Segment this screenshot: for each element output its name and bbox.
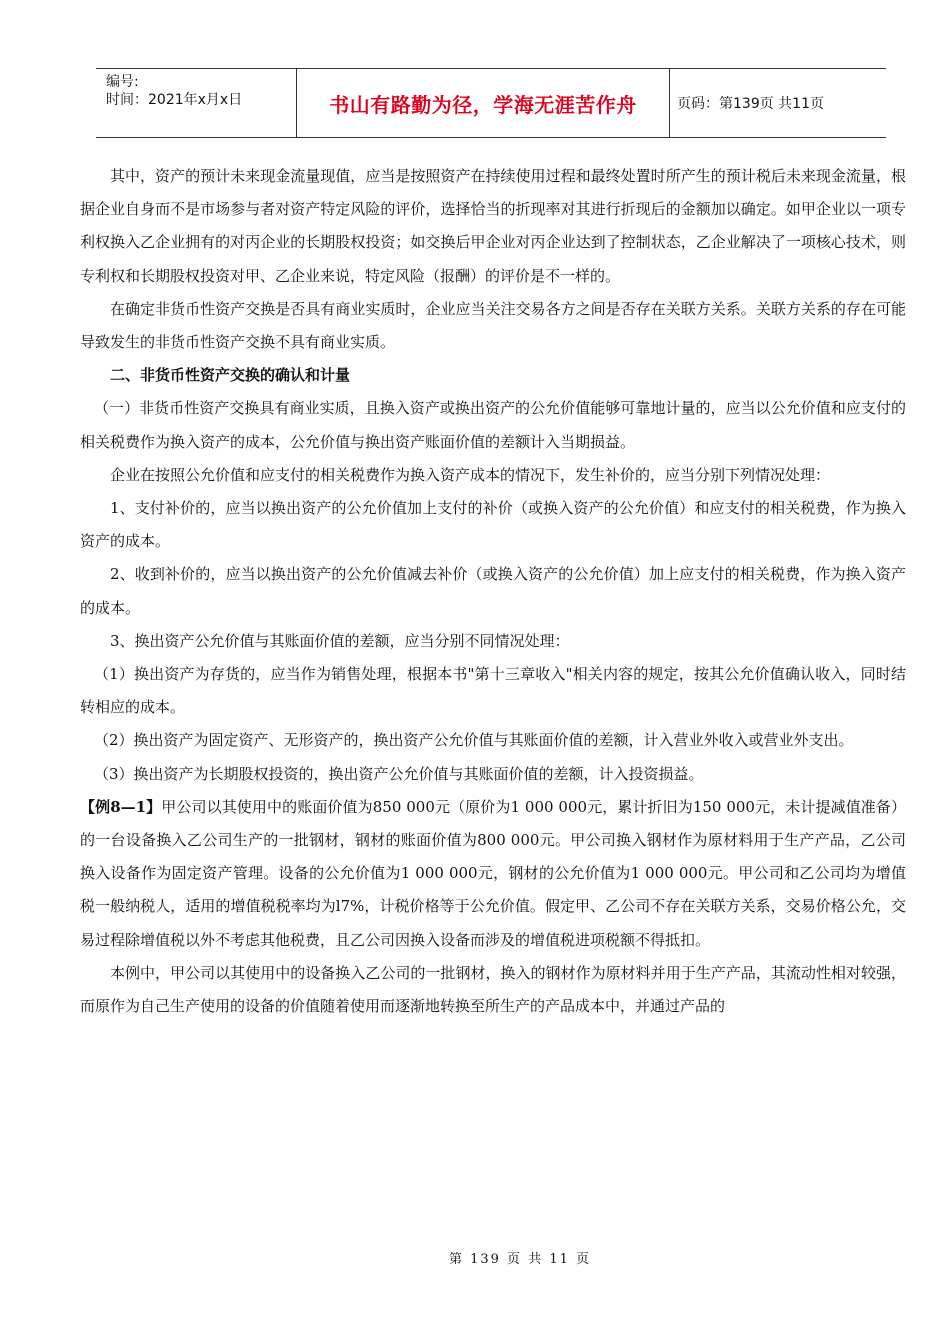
paragraph: 企业在按照公允价值和应支付的相关税费作为换入资产成本的情况下，发生补价的，应当分别下列情况处理： <box>110 465 831 484</box>
document-body <box>80 160 906 1023</box>
paragraph: 其中，资产的预计未来现金流量现值，应当是按照资产在持续使用过程和最终处置时所产生的预计税后未来现金流量，根据企业自身而不是市场参与者对资产特定风险的评价，选择恰当的折现率对其进行折现后的金额加以确定。如甲企业以一项专利权换入乙企业拥有的对丙企业的长期股权投资；如交换后甲企业对丙企业达到了控制状态，乙企业解决了一项核心技术，则专利权和长期股权投资对甲、乙企业来说，特定风险（报酬）的评价是不一样的。 <box>80 167 906 285</box>
paragraph: 2、收到补价的，应当以换出资产的公允价值减去补价（或换入资产的公允价值）加上应支付的相关税费，作为换入资产的成本。 <box>80 565 906 617</box>
paragraph: 3、换出资产公允价值与其账面价值的差额，应当分别不同情况处理： <box>110 631 570 650</box>
document-number-label: 编号: <box>106 74 139 90</box>
section-heading: 二、非货币性资产交换的确认和计量 <box>110 366 351 385</box>
paragraph: 在确定非货币性资产交换是否具有商业实质时，企业应当关注交易各方之间是否存在关联方关系。关联方关系的存在可能导致发生的非货币性资产交换不具有商业实质。 <box>80 299 906 352</box>
example-text: 甲公司以其使用中的账面价值为850 000元（原价为1 000 000元，累计折旧为150 000元，未计提减值准备）的一台设备换入乙公司生产的一批钢材，钢材的账面价值为800 000元。甲公司换入钢材作为原材料用于生产产品，乙公司换入设备作为固定资产管理。设备的公允价值为1 000 000元，钢材的公允价值为1 000 000元。甲公司和乙公司均为增值税一般纳税人，适用的增值税税率均为l7%，计税价格等于公允价值。假定甲、乙公司不存在关联方关系，交易价格公允，交易过程除增值税以外不考虑其他税费，且乙公司因换入设备而涉及的增值税进项税额不得抵扣。 <box>80 797 907 949</box>
paragraph: （一）非货币性资产交换具有商业实质，且换入资产或换出资产的公允价值能够可靠地计量的，应当以公允价值和应支付的相关税费作为换入资产的成本，公允价值与换出资产账面价值的差额计入当期损益。 <box>80 399 906 451</box>
example-label: 【例8—1】 <box>80 797 162 816</box>
paragraph: （2）换出资产为固定资产、无形资产的，换出资产公允价值与其账面价值的差额，计入营业外收入或营业外支出。 <box>94 731 854 750</box>
header-meta <box>96 69 296 137</box>
page-header <box>96 68 886 138</box>
paragraph: 1、支付补价的，应当以换出资产的公允价值加上支付的补价（或换入资产的公允价值）和应支付的相关税费，作为换入资产的成本。 <box>80 499 906 551</box>
document-time-label: 时间：2021年x月x日 <box>106 92 243 108</box>
page-footer: 第 139 页 共 11 页 <box>448 1252 592 1267</box>
example-paragraph <box>80 791 906 957</box>
header-motto: 书山有路勤为径，学海无涯苦作舟 <box>329 92 637 117</box>
paragraph: （1）换出资产为存货的，应当作为销售处理，根据本书"第十三章收入"相关内容的规定，按其公允价值确认收入，同时结转相应的成本。 <box>80 665 906 717</box>
header-motto-cell <box>296 69 670 137</box>
paragraph: （3）换出资产为长期股权投资的，换出资产公允价值与其账面价值的差额，计入投资损益。 <box>94 764 704 783</box>
header-page-code-cell <box>669 69 886 137</box>
paragraph: 本例中，甲公司以其使用中的设备换入乙公司的一批钢材，换入的钢材作为原材料并用于生产产品，其流动性相对较强，而原作为自己生产使用的设备的价值随着使用而逐渐地转换至所生产的产品成本中，并通过产品的 <box>80 963 906 1016</box>
header-page-code: 页码：第139页 共11页 <box>677 96 824 112</box>
